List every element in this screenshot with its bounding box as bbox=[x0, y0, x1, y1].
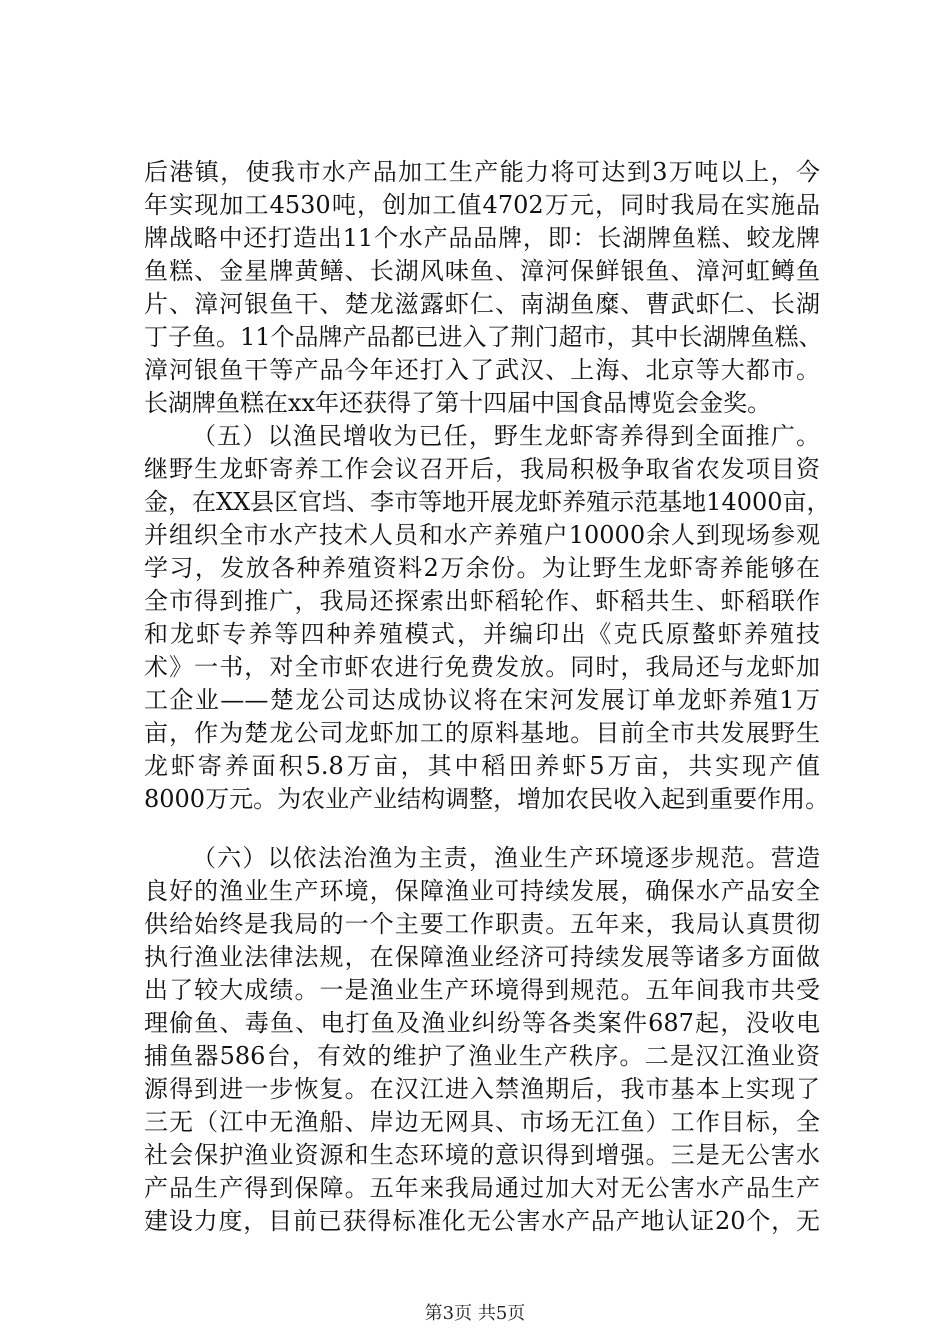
text-line: 年实现加工4530吨，创加工值4702万元，同时我局在实施品 bbox=[144, 191, 820, 219]
paragraph-processing-brands bbox=[144, 156, 823, 420]
paragraph-section-five bbox=[144, 420, 831, 816]
text-line: 术》一书，对全市虾农进行免费发放。同时，我局还与龙虾加 bbox=[144, 653, 820, 681]
text-line: 漳河银鱼干等产品今年还打入了武汉、上海、北京等大都市。 bbox=[144, 356, 820, 384]
paragraph-section-six bbox=[144, 842, 820, 1238]
text-line: 出了较大成绩。一是渔业生产环境得到规范。五年间我市共受 bbox=[144, 976, 820, 1004]
text-line: 鱼糕、金星牌黄鳝、长湖风味鱼、漳河保鲜银鱼、漳河虹鳟鱼 bbox=[144, 257, 820, 285]
page-number-footer: 第3页 共5页 bbox=[424, 1303, 526, 1324]
text-line: 后港镇，使我市水产品加工生产能力将可达到3万吨以上，今 bbox=[144, 158, 820, 186]
text-line: 牌战略中还打造出11个水产品品牌，即：长湖牌鱼糕、蛟龙牌 bbox=[144, 224, 820, 252]
text-line: 继野生龙虾寄养工作会议召开后，我局积极争取省农发项目资 bbox=[144, 455, 820, 483]
text-line: 学习，发放各种养殖资料2万余份。为让野生龙虾寄养能够在 bbox=[144, 554, 820, 582]
text-line: 理偷鱼、毒鱼、电打鱼及渔业纠纷等各类案件687起，没收电 bbox=[144, 1009, 820, 1037]
text-line: 长湖牌鱼糕在xx年还获得了第十四届中国食品博览会金奖。 bbox=[144, 389, 772, 417]
text-line: 社会保护渔业资源和生态环境的意识得到增强。三是无公害水 bbox=[144, 1141, 820, 1169]
text-line: 三无（江中无渔船、岸边无网具、市场无江鱼）工作目标，全 bbox=[144, 1108, 820, 1136]
text-line: 工企业——楚龙公司达成协议将在宋河发展订单龙虾养殖1万 bbox=[144, 686, 820, 714]
text-line: 和龙虾专养等四种养殖模式，并编印出《克氏原螯虾养殖技 bbox=[144, 620, 820, 648]
text-line: 建设力度，目前已获得标准化无公害水产品产地认证20个，无 bbox=[144, 1207, 820, 1235]
text-line: 金，在XX县区官垱、李市等地开展龙虾养殖示范基地14000亩， bbox=[144, 488, 831, 516]
text-line: 执行渔业法律法规，在保障渔业经济可持续发展等诸多方面做 bbox=[144, 943, 820, 971]
text-line: 供给始终是我局的一个主要工作职责。五年来，我局认真贯彻 bbox=[144, 910, 820, 938]
document-body bbox=[144, 156, 831, 1238]
section-heading-line: （六）以依法治渔为主责，渔业生产环境逐步规范。营造 bbox=[192, 844, 820, 872]
text-line: 源得到进一步恢复。在汉江进入禁渔期后，我市基本上实现了 bbox=[144, 1075, 820, 1103]
text-line: 捕鱼器586台，有效的维护了渔业生产秩序。二是汉江渔业资 bbox=[144, 1042, 820, 1070]
text-line: 全市得到推广，我局还探索出虾稻轮作、虾稻共生、虾稻联作 bbox=[144, 587, 820, 615]
paragraph-gap bbox=[144, 816, 820, 842]
text-line: 良好的渔业生产环境，保障渔业可持续发展，确保水产品安全 bbox=[144, 877, 820, 905]
text-line: 龙虾寄养面积5.8万亩，其中稻田养虾5万亩，共实现产值 bbox=[144, 752, 820, 780]
text-line: 并组织全市水产技术人员和水产养殖户10000余人到现场参观 bbox=[144, 521, 820, 549]
section-heading-line: （五）以渔民增收为已任，野生龙虾寄养得到全面推广。 bbox=[192, 422, 820, 450]
text-line: 产品生产得到保障。五年来我局通过加大对无公害水产品生产 bbox=[144, 1174, 820, 1202]
text-line: 8000万元。为农业产业结构调整，增加农民收入起到重要作用。 bbox=[144, 785, 830, 813]
text-line: 片、漳河银鱼干、楚龙滋露虾仁、南湖鱼糜、曹武虾仁、长湖 bbox=[144, 290, 820, 318]
text-line: 丁子鱼。11个品牌产品都已进入了荆门超市，其中长湖牌鱼糕、 bbox=[144, 323, 823, 351]
text-line: 亩，作为楚龙公司龙虾加工的原料基地。目前全市共发展野生 bbox=[144, 719, 820, 747]
